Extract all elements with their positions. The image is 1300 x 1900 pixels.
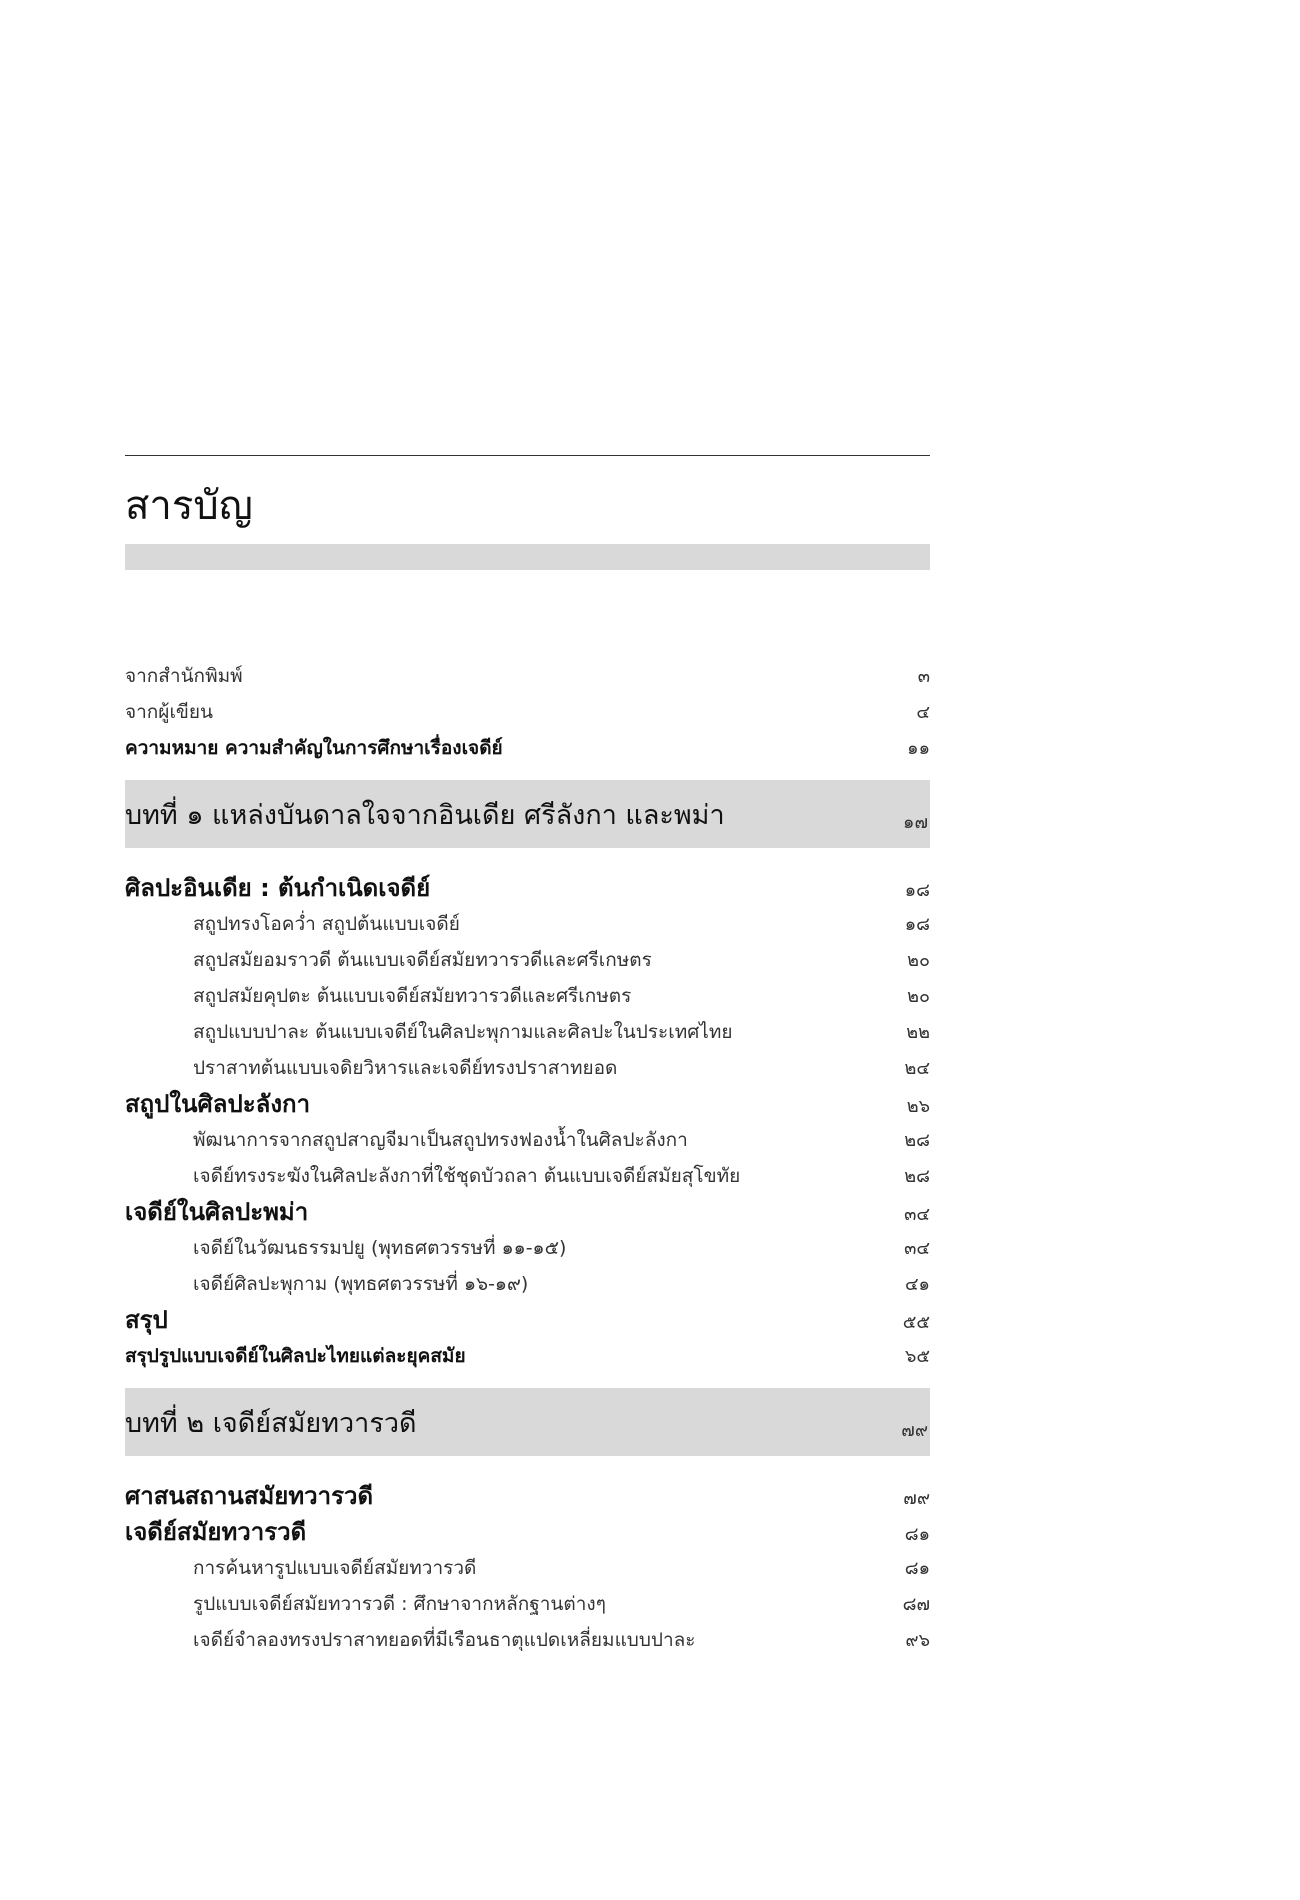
- toc-entry[interactable]: [125, 1086, 930, 1122]
- toc-entry-label: ศาสนสถานสมัยทวารวดี: [125, 1482, 374, 1510]
- toc-entry-label: พัฒนาการจากสถูปสาญจีมาเป็นสถูปทรงฟองน้ำในศิลปะลังกา: [193, 1129, 688, 1151]
- toc-entry-label: จากผู้เขียน: [125, 701, 214, 723]
- toc-entry[interactable]: [125, 1338, 930, 1374]
- toc-entry-page: ๑๘: [904, 880, 930, 901]
- table-of-contents: [125, 658, 930, 1658]
- toc-entry[interactable]: [125, 1158, 930, 1194]
- toc-entry-page: ๒๔: [904, 1058, 930, 1079]
- title-band: [125, 544, 930, 570]
- toc-entry-label: เจดีย์สมัยทวารวดี: [125, 1518, 307, 1546]
- toc-entry-label: สรุป: [125, 1306, 168, 1334]
- chapter-2-heading[interactable]: [125, 1388, 930, 1456]
- toc-entry-label: การค้นหารูปแบบเจดีย์สมัยทวารวดี: [193, 1557, 477, 1579]
- toc-entry-label: ปราสาทต้นแบบเจดิยวิหารและเจดีย์ทรงปราสาทยอด: [193, 1057, 618, 1079]
- toc-entry-label: เจดีย์ศิลปะพุกาม (พุทธศตวรรษที่ ๑๖-๑๙): [193, 1273, 529, 1295]
- toc-entry-label: ศิลปะอินเดีย : ต้นกำเนิดเจดีย์: [125, 874, 431, 902]
- toc-entry[interactable]: [125, 870, 930, 906]
- toc-entry-label: สถูปแบบปาละ ต้นแบบเจดีย์ในศิลปะพุกามและศิลปะในประเทศไทย: [193, 1021, 733, 1043]
- toc-entry-page: ๕๕: [902, 1312, 930, 1333]
- chapter-1-heading[interactable]: [125, 780, 930, 848]
- toc-entry[interactable]: [125, 1050, 930, 1086]
- toc-entry[interactable]: [125, 1194, 930, 1230]
- toc-entry[interactable]: [125, 658, 930, 694]
- toc-entry[interactable]: [125, 730, 930, 766]
- toc-entry[interactable]: [125, 1478, 930, 1514]
- chapter-1-page: ๑๗: [903, 811, 928, 833]
- toc-entry-page: ๒๘: [904, 1130, 930, 1151]
- toc-entry[interactable]: [125, 1622, 930, 1658]
- toc-entry-page: ๒๐: [907, 986, 930, 1007]
- toc-entry[interactable]: [125, 1550, 930, 1586]
- toc-entry[interactable]: [125, 942, 930, 978]
- chapter-2-title: บทที่ ๒ เจดีย์สมัยทวารวดี: [125, 1407, 417, 1439]
- chapter-1-entries: [125, 870, 930, 1374]
- toc-entry[interactable]: [125, 978, 930, 1014]
- toc-entry[interactable]: [125, 1586, 930, 1622]
- toc-entry[interactable]: [125, 906, 930, 942]
- toc-entry-page: ๒๘: [904, 1166, 930, 1187]
- toc-entry-label: สถูปในศิลปะลังกา: [125, 1090, 311, 1118]
- toc-entry-label: ความหมาย ความสำคัญในการศึกษาเรื่องเจดีย์: [125, 737, 503, 759]
- toc-entry-label: สถูปสมัยคุปตะ ต้นแบบเจดีย์สมัยทวารวดีและศรีเกษตร: [193, 985, 632, 1007]
- toc-entry-page: ๔: [916, 702, 930, 723]
- toc-entry-label: เจดีย์จำลองทรงปราสาทยอดที่มีเรือนธาตุแปดเหลี่ยมแบบปาละ: [193, 1629, 696, 1651]
- toc-entry[interactable]: [125, 1266, 930, 1302]
- toc-entry-page: ๒๒: [906, 1022, 930, 1043]
- toc-entry[interactable]: [125, 1122, 930, 1158]
- chapter-2-entries: [125, 1478, 930, 1658]
- toc-entry-page: ๗๙: [903, 1488, 930, 1509]
- toc-entry-page: ๓: [917, 666, 930, 687]
- front-matter-list: [125, 658, 930, 766]
- chapter-1-title: บทที่ ๑ แหล่งบันดาลใจจากอินเดีย ศรีลังกา และพม่า: [125, 799, 725, 831]
- toc-entry-page: ๒๖: [906, 1096, 930, 1117]
- toc-entry-page: ๘๗: [902, 1594, 930, 1615]
- toc-entry-page: ๓๔: [904, 1204, 930, 1225]
- toc-entry-label: สรุปรูปแบบเจดีย์ในศิลปะไทยแต่ละยุคสมัย: [125, 1345, 466, 1367]
- top-rule: [125, 455, 930, 456]
- toc-entry-label: จากสำนักพิมพ์: [125, 665, 243, 687]
- toc-entry-page: ๘๑: [904, 1524, 930, 1545]
- toc-entry-page: ๑๘: [904, 914, 930, 935]
- toc-entry-page: ๑๑: [907, 738, 930, 759]
- toc-entry-page: ๙๖: [905, 1630, 930, 1651]
- toc-page: [125, 455, 930, 1658]
- toc-entry-label: สถูปสมัยอมราวดี ต้นแบบเจดีย์สมัยทวารวดีและศรีเกษตร: [193, 949, 652, 971]
- toc-entry[interactable]: [125, 694, 930, 730]
- toc-entry-label: เจดีย์ทรงระฆังในศิลปะลังกาที่ใช้ชุดบัวถลา ต้นแบบเจดีย์สมัยสุโขทัย: [193, 1165, 741, 1187]
- toc-entry-page: ๔๑: [904, 1274, 930, 1295]
- toc-entry-label: เจดีย์ในวัฒนธรรมปยู (พุทธศตวรรษที่ ๑๑-๑๕): [193, 1237, 567, 1259]
- toc-entry[interactable]: [125, 1014, 930, 1050]
- toc-entry-label: เจดีย์ในศิลปะพม่า: [125, 1198, 309, 1226]
- toc-entry-page: ๓๔: [904, 1238, 930, 1259]
- toc-entry-page: ๖๕: [904, 1346, 930, 1367]
- toc-entry-page: ๘๑: [904, 1558, 930, 1579]
- toc-entry-label: สถูปทรงโอคว่ำ สถูปต้นแบบเจดีย์: [193, 913, 460, 935]
- chapter-2-page: ๗๙: [901, 1419, 928, 1441]
- toc-entry[interactable]: [125, 1230, 930, 1266]
- page-title: สารบัญ: [125, 483, 253, 529]
- toc-entry-label: รูปแบบเจดีย์สมัยทวารวดี : ศึกษาจากหลักฐานต่างๆ: [193, 1593, 606, 1615]
- toc-entry-page: ๒๐: [907, 950, 930, 971]
- toc-entry[interactable]: [125, 1514, 930, 1550]
- toc-entry[interactable]: [125, 1302, 930, 1338]
